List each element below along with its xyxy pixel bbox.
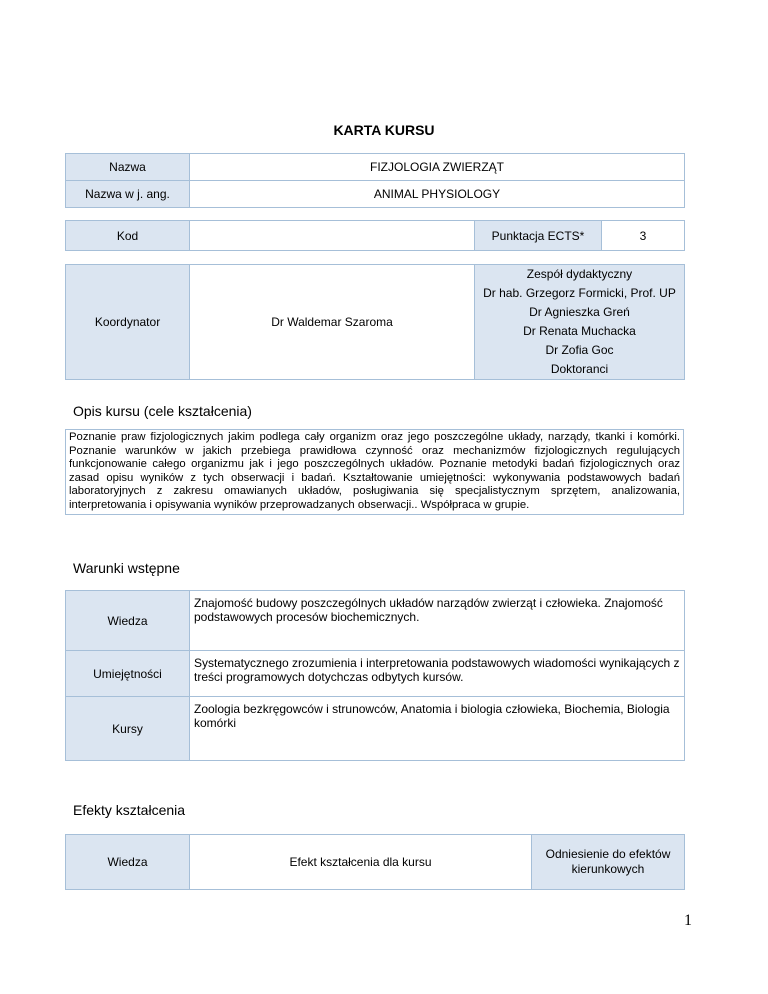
team-member: Dr Renata Muchacka xyxy=(523,324,636,338)
name-en-label: Nazwa w j. ang. xyxy=(66,181,190,208)
description-text: Poznanie praw fizjologicznych jakim podlega cały organizm oraz jego poszczególne układy, narządy, tkanki i komórki. Poznanie warunków w jakich przebiega prawidłowa czynność oraz mechanizmów fizjologicznych regulujących funkcjonowanie całego organizmu jak i jego poszczególnych układów. Poznanie metodyki badań fizjologicznych oraz zasad opisu wyników z tych obserwacji i badań. Kształtowanie umiejętności: wykonywania podstawowych badań laboratoryjnych z zakresu omawianych układów, posługiwania się specjalistycznym sprzętem, analizowania, interpretowania i opisywania wyników przeprowadzanych obserwacji.. Współpraca w grupie. xyxy=(65,429,684,515)
coordinator-table xyxy=(65,264,685,380)
page-number: 1 xyxy=(684,912,692,929)
prereq-knowledge-label: Wiedza xyxy=(66,591,190,651)
prereq-skills-label: Umiejętności xyxy=(66,651,190,697)
outcomes-col-effect: Efekt kształcenia dla kursu xyxy=(190,835,532,890)
code-table xyxy=(65,220,685,251)
name-en-value: ANIMAL PHYSIOLOGY xyxy=(190,181,685,208)
teaching-team xyxy=(475,265,685,380)
team-member: Dr Zofia Goc xyxy=(545,343,614,357)
prereq-skills-text: Systematycznego zrozumienia i interpretowania podstawowych wiadomości wynikających z treści programowych dotychczas odbytych kursów. xyxy=(190,651,685,697)
page-title: KARTA KURSU xyxy=(333,122,435,138)
course-name-table xyxy=(65,153,685,208)
description-heading: Opis kursu (cele kształcenia) xyxy=(73,403,252,419)
coordinator-label: Koordynator xyxy=(66,265,190,380)
code-label: Kod xyxy=(66,221,190,251)
team-member: Dr hab. Grzegorz Formicki, Prof. UP xyxy=(483,286,676,300)
prereq-courses-label: Kursy xyxy=(66,697,190,761)
outcomes-table xyxy=(65,834,685,890)
ects-value: 3 xyxy=(602,221,685,251)
name-label: Nazwa xyxy=(66,154,190,181)
prerequisites-heading: Warunki wstępne xyxy=(73,560,180,576)
outcomes-heading: Efekty kształcenia xyxy=(73,802,186,818)
code-value xyxy=(190,221,475,251)
outcomes-col-knowledge: Wiedza xyxy=(66,835,190,890)
name-value: FIZJOLOGIA ZWIERZĄT xyxy=(190,154,685,181)
ects-label: Punktacja ECTS* xyxy=(475,221,602,251)
prereq-knowledge-text: Znajomość budowy poszczególnych układów narządów zwierząt i człowieka. Znajomość podstawowych procesów biochemicznych. xyxy=(190,591,685,651)
prereq-courses-text: Zoologia bezkręgowców i strunowców, Anatomia i biologia człowieka, Biochemia, Biologia komórki xyxy=(190,697,685,761)
team-member: Dr Agnieszka Greń xyxy=(529,305,630,319)
outcomes-col-reference: Odniesienie do efektów kierunkowych xyxy=(532,835,685,890)
prerequisites-table xyxy=(65,590,685,761)
team-header: Zespół dydaktyczny xyxy=(526,267,633,281)
team-member: Doktoranci xyxy=(550,362,609,376)
coordinator-name: Dr Waldemar Szaroma xyxy=(190,265,475,380)
